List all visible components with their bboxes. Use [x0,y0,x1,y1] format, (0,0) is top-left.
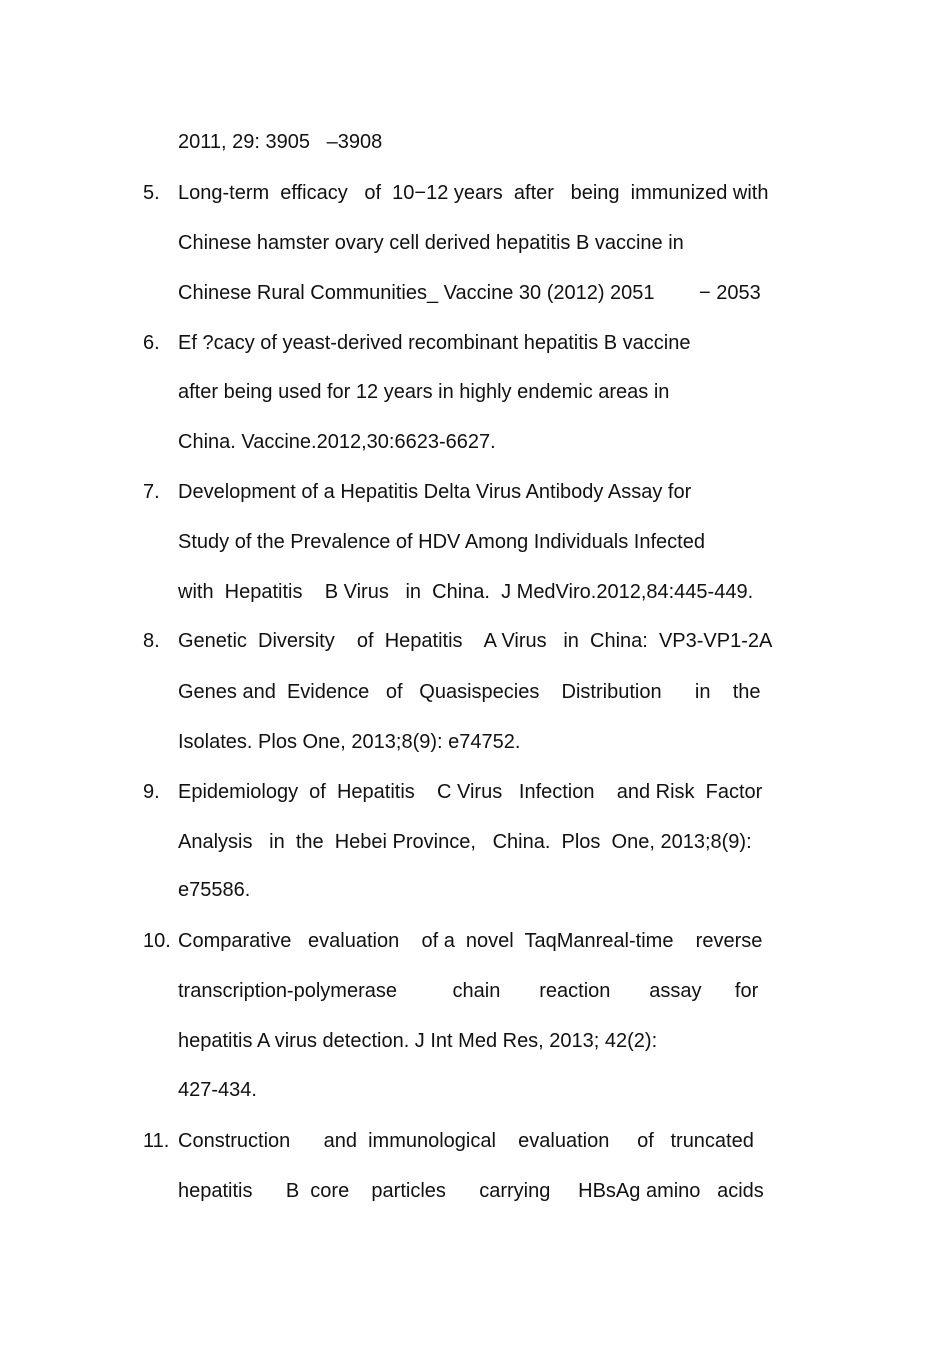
reference-8-number: 8. [143,630,160,652]
reference-6-line-1: Ef ?cacy of yeast-derived recombinant hepatitis B vaccine [178,332,691,354]
reference-6-number: 6. [143,332,160,354]
reference-6-line-2: after being used for 12 years in highly endemic areas in [178,381,670,403]
reference-5-line-3: Chinese Rural Communities_ Vaccine 30 (2012) 2051 − 2053 [178,282,761,304]
reference-9-number: 9. [143,781,160,803]
reference-5-line-1: Long-term efficacy of 10−12 years after being immunized with [178,182,769,204]
reference-10-line-3: hepatitis A virus detection. J Int Med Res, 2013; 42(2): [178,1030,658,1052]
reference-9-line-2: Analysis in the Hebei Province, China. Plos One, 2013;8(9): [178,831,752,853]
reference-6-line-3: China. Vaccine.2012,30:6623-6627. [178,431,496,453]
reference-11-number: 11. [143,1130,170,1152]
reference-7-line-1: Development of a Hepatitis Delta Virus Antibody Assay for [178,481,692,503]
reference-continuation-line: 2011, 29: 3905 –3908 [178,131,383,153]
reference-10-line-1: Comparative evaluation of a novel TaqManreal-time reverse [178,930,763,952]
reference-8-line-1: Genetic Diversity of Hepatitis A Virus in China: VP3-VP1-2A [178,630,773,652]
reference-5-line-2: Chinese hamster ovary cell derived hepatitis B vaccine in [178,232,684,254]
reference-7-line-3: with Hepatitis B Virus in China. J MedViro.2012,84:445-449. [178,581,754,603]
reference-11-line-1: Construction and immunological evaluation of truncated [178,1130,754,1152]
reference-8-line-3: Isolates. Plos One, 2013;8(9): e74752. [178,731,521,753]
reference-10-number: 10. [143,930,171,952]
reference-5-number: 5. [143,182,160,204]
reference-7-line-2: Study of the Prevalence of HDV Among Individuals Infected [178,531,705,553]
reference-8-line-2: Genes and Evidence of Quasispecies Distribution in the [178,681,761,703]
reference-7-number: 7. [143,481,160,503]
reference-10-line-2: transcription-polymerase chain reaction assay for [178,980,759,1002]
reference-10-line-4: 427-434. [178,1079,257,1101]
reference-11-line-2: hepatitis B core particles carrying HBsAg amino acids [178,1180,764,1202]
reference-9-line-1: Epidemiology of Hepatitis C Virus Infection and Risk Factor [178,781,763,803]
reference-9-line-3: e75586. [178,879,251,901]
